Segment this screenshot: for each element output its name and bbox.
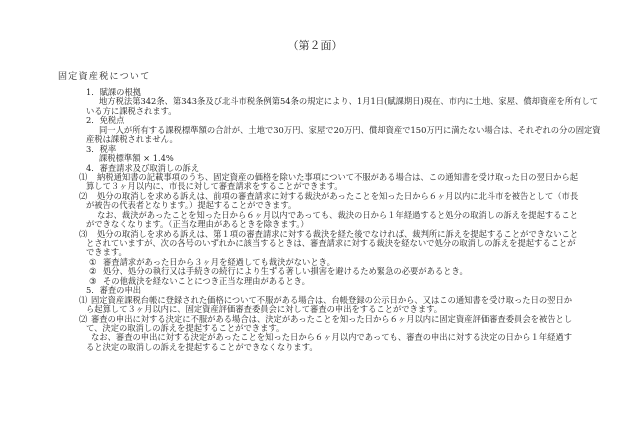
section-title: 審査請求及び取消しの訴え — [99, 162, 200, 173]
item-text-line: ら起算して３ヶ月以内に、固定資産評価審査委員会に対して審査の申出をすることができます。 — [86, 304, 443, 315]
item-text-line: 算して３ヶ月以内に、市長に対して審査請求をすることができます。 — [86, 181, 343, 192]
item-text-line: とされていますが、次の各号のいずれかに該当するときは、審査請求に対する裁決を経ないで処分の取消しの訴えを提起することが — [86, 238, 576, 248]
section-number: 2． — [86, 115, 100, 126]
item-text-line: できます。 — [86, 247, 127, 258]
section-title: 税率 — [99, 143, 117, 154]
section-number: 3． — [86, 143, 100, 154]
sub-item-text: 処分、処分の執行又は手続きの続行により生ずる著しい損害を避けるため緊急の必要があるとき。 — [103, 266, 468, 277]
item-note-line: ができなくなります。（正当な理由があるときを除きます。） — [86, 219, 309, 230]
item-text-line: て、決定の取消しの訴えを提起することができます。 — [86, 322, 285, 333]
item-text-line: が被告の代表者となります。）提起することができます。 — [86, 200, 297, 211]
item-label: ⑵ — [79, 190, 88, 201]
sub-item-label: ① — [89, 256, 97, 267]
sub-item-text: 審査請求があった日から３ヶ月を経過しても裁決がないとき。 — [103, 256, 335, 267]
sub-item-text: その他裁決を経ないことにつき正当な理由があるとき。 — [103, 275, 310, 286]
sub-item-label: ③ — [89, 275, 97, 286]
section-number: 5． — [86, 285, 100, 296]
item-text-line: 処分の取消しを求める訴えは、前項の審査請求に対する裁決があったことを知った日から６ヶ月以内に北斗市を被告として（市長 — [97, 190, 579, 201]
section-title: 賦課の根拠 — [99, 87, 142, 97]
item-label: ⑴ — [79, 171, 88, 182]
item-label: ⑴ — [79, 294, 88, 305]
item-text-line: 納税通知書の記載事項のうち、固定資産の価格を除いた事項について不服がある場合は、この通知書を受け取った日の翌日から起 — [97, 171, 579, 182]
section-number: 4． — [86, 162, 100, 173]
section-1-text-line: 地方税法第342条、第343条及び北斗市税条例第54条の規定により、1月1日(賦課期日)現在、市内に土地、家屋、償却資産を所有して — [99, 96, 599, 107]
section-3-heading — [0, 145, 630, 154]
document-title: 固定資産税について — [58, 72, 151, 82]
section-2-text-line: 産税は課税されません。 — [86, 134, 178, 145]
item-label: ⑵ — [79, 313, 88, 324]
item-text-line: 審査の申出に対する決定に不服がある場合は、決定があったことを知った日から６ヶ月以内に固定資産評価審査委員会を被告とし — [91, 313, 573, 324]
item-text-line: 固定資産課税台帳に登録された価格について不服がある場合は、台帳登録の公示日から、又はこの通知書を受け取った日の翌日か — [91, 294, 573, 305]
section-title: 免税点 — [99, 115, 125, 126]
item-note-line: なお、審査の申出に対する決定があったことを知った日から６ヶ月以内であっても、審査の申出に対する決定の日から１年経過す — [91, 332, 573, 343]
tax-rate-formula: 課税標準額 × 1.4% — [99, 153, 174, 164]
document-body — [0, 88, 630, 352]
section-1-text-line: いる方に課税されます。 — [86, 105, 177, 116]
sub-item-label: ② — [89, 266, 97, 277]
item-note-line: ると決定の取消しの訴えを提起することができなくなります。 — [86, 341, 318, 352]
section-title: 審査の申出 — [99, 285, 142, 296]
item-text-line: 処分の取消しを求める訴えは、第１項の審査請求に対する裁決を経た後でなければ、裁判所に訴えを提起することができないこと — [97, 228, 579, 239]
section-2-text-line: 同一人が所有する課税標準額の合計が、土地で30万円、家屋で20万円、償却資産で150万円に満たない場合は、それぞれの分の固定資 — [99, 124, 601, 135]
item-label: ⑶ — [79, 228, 88, 239]
page-number-label: （第２面） — [287, 39, 343, 52]
section-number: 1． — [86, 87, 100, 97]
item-note-line: なお、裁決があったことを知った日から６ヶ月以内であっても、裁決の日から１年経過すると処分の取消しの訴えを提起すること — [97, 209, 579, 220]
